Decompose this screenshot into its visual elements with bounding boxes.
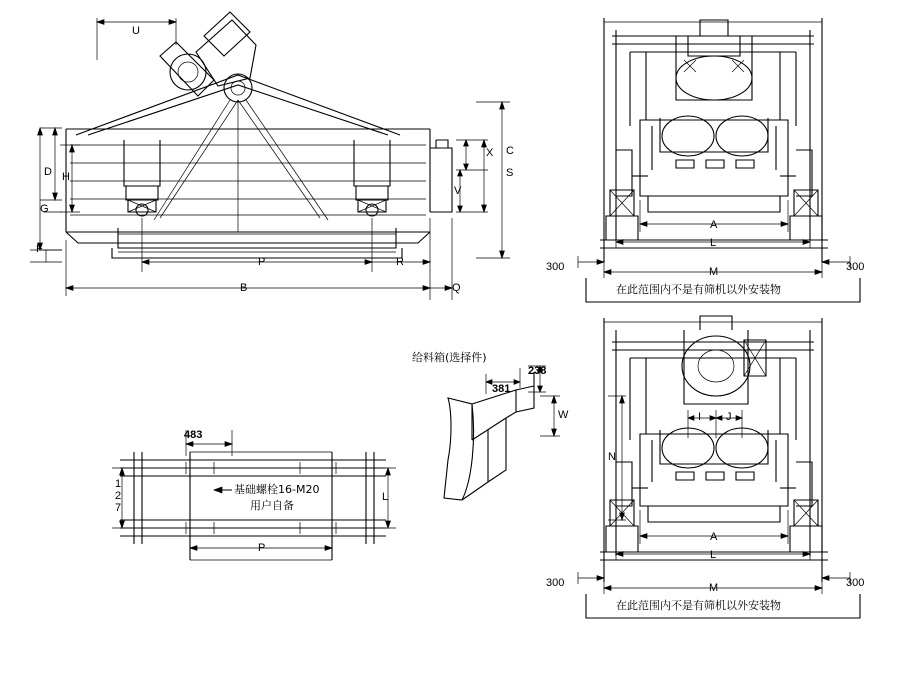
dim-label-300-left-upper: 300 bbox=[546, 261, 565, 273]
dim-label-P: P bbox=[258, 256, 266, 268]
dim-label-V: V bbox=[454, 185, 462, 197]
dim-label-C: C bbox=[506, 145, 514, 157]
dim-label-S: S bbox=[506, 167, 514, 179]
dim-label-M-lower: M bbox=[709, 582, 719, 594]
dim-label-238: 238 bbox=[528, 365, 547, 377]
dim-label-L-foundation: L bbox=[382, 491, 389, 503]
foundation-bolt-note-line2: 用户自备 bbox=[250, 499, 294, 512]
dim-label-W: W bbox=[558, 409, 569, 421]
dim-label-381: 381 bbox=[492, 383, 511, 395]
dim-label-P-foundation: P bbox=[258, 542, 266, 554]
dim-label-X: X bbox=[486, 147, 494, 159]
dim-label-N: N bbox=[608, 451, 616, 463]
dim-label-G: G bbox=[40, 203, 49, 215]
dim-label-I: I bbox=[698, 411, 702, 423]
dim-label-A-lower: A bbox=[710, 531, 718, 543]
dim-label-300-right-upper: 300 bbox=[846, 261, 865, 273]
feed-box-title: 给料箱(选择件) bbox=[412, 351, 487, 364]
note-install-range-upper: 在此范围内不是有筛机以外安装物 bbox=[616, 283, 781, 296]
dim-label-R: R bbox=[396, 256, 404, 268]
dim-label-L-upper: L bbox=[710, 237, 717, 249]
dim-label-B: B bbox=[240, 282, 248, 294]
dim-label-A-upper: A bbox=[710, 219, 718, 231]
dim-label-J: J bbox=[726, 411, 732, 423]
dim-label-F: F bbox=[36, 243, 43, 255]
dim-label-127: 127 bbox=[112, 478, 124, 514]
dim-label-L-lower: L bbox=[710, 549, 717, 561]
foundation-bolt-note-line1: 基础螺栓16-M20 bbox=[234, 483, 320, 496]
dim-label-Q: Q bbox=[452, 282, 461, 294]
note-install-range-lower: 在此范围内不是有筛机以外安装物 bbox=[616, 599, 781, 612]
dim-label-M-upper: M bbox=[709, 266, 719, 278]
dim-label-300-right-lower: 300 bbox=[846, 577, 865, 589]
dim-label-D: D bbox=[44, 166, 52, 178]
dim-label-U: U bbox=[132, 25, 140, 37]
dim-label-H: H bbox=[62, 171, 70, 183]
dim-label-483: 483 bbox=[184, 429, 203, 441]
dim-label-300-left-lower: 300 bbox=[546, 577, 565, 589]
